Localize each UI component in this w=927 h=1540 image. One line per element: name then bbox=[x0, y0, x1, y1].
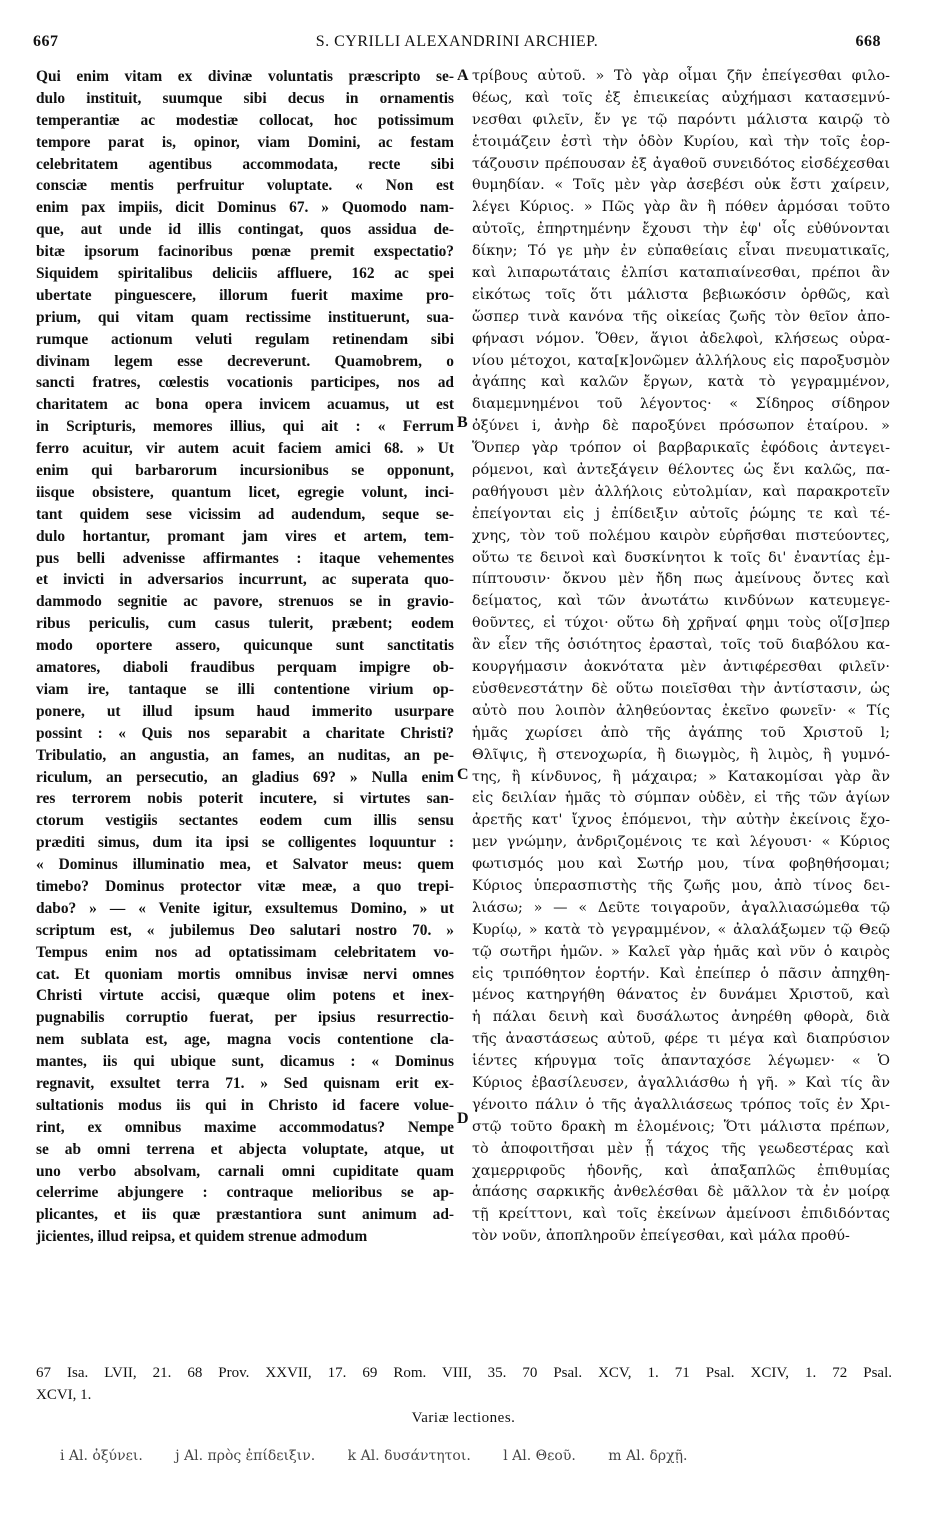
latin-text-line: tant quidem sese vicissim ad audendum, seque se- bbox=[36, 505, 454, 523]
greek-text-line: Ὅνπερ γὰρ τρόπον οἱ βαρβαρικαῖς ἐφόδοις ἀντεγει- bbox=[472, 440, 890, 457]
greek-text-line: λέγει Κύριος. » Πῶς γὰρ ἂν ἢ πόθεν ἁρμόσαι τοῦτο bbox=[472, 199, 890, 216]
greek-text-line: θυμηδίαν. « Τοῖς μὲν γὰρ ἀσεβέσι οὐκ ἔστι χαίρειν, bbox=[472, 177, 890, 194]
greek-text-line: δείματος, καὶ τῶν ἀνωτάτω κινδύνων κατευμεγε- bbox=[472, 593, 890, 610]
latin-text-line: dulo hortantur, promant jam vires et artem, tem- bbox=[36, 527, 454, 545]
latin-text-line: amatores, diaboli fraudibus perquam impigre ob- bbox=[36, 659, 454, 677]
latin-text-line: ferro acuitur, vir autem acuit faciem amici 68. » Ut bbox=[36, 440, 454, 458]
greek-text-line: φωτισμός μου καὶ Σωτήρ μου, τίνα φοβηθήσομαι; bbox=[472, 856, 890, 873]
latin-text-line: enim pax impiis, dicit Dominus 67. » Quomodo nam- bbox=[36, 199, 454, 217]
greek-text-line: ὥσπερ τινὰ κανόνα τῆς οἰκείας ζωῆς τὸν θεῖον ἀπο- bbox=[472, 308, 890, 325]
latin-text-line: scriptum est, « jubilemus Deo salutari nostro 70. » bbox=[36, 921, 454, 939]
variant-reading: m Al. δρχῇ. bbox=[608, 1448, 688, 1464]
latin-text-line: uno verbo absolvam, carnali omni cupiditate quam bbox=[36, 1162, 454, 1180]
greek-text-line: ἁπάσης σαρκικῆς ἀνθελέσθαι δὲ μᾶλλον τὰ ἐν μοίρᾳ bbox=[472, 1184, 890, 1201]
greek-text-line: νίου μέτοχοι, κατα[κ]ονῶμεν ἀλλήλους εἰς παροξυσμὸν bbox=[472, 352, 890, 369]
greek-text-line: κουργήμασιν ἀοκνότατα μὲν ἀντιφέρεσθαι φιλεῖν· bbox=[472, 659, 890, 676]
greek-text-line: ἡ πάλαι δεινὴ καὶ δυσάλωτος ἀνηρέθη φθορὰ, διὰ bbox=[472, 1009, 890, 1026]
greek-text-line: μένος κατηργήθη θάνατος ἐν δυνάμει Χριστοῦ, καὶ bbox=[472, 987, 890, 1004]
greek-text-line: οὕτω τε δεινοὶ καὶ δυσκίνητοι k τοῖς δι' ἐναντίας ἐμ- bbox=[472, 549, 890, 566]
latin-text-line: sultationis modus iis qui in Christo id facere volue- bbox=[36, 1096, 454, 1114]
running-title: S. CYRILLI ALEXANDRINI ARCHIEP. bbox=[315, 33, 599, 50]
greek-text-line: θέως, καὶ τοῖς ἐξ ἐπιεικείας αὐχήμασι κατασεμνύ- bbox=[472, 89, 890, 106]
greek-text-line: Κύριος ἐβασίλευσεν, ἀγαλλιάσθω ἡ γῆ. » Καὶ τίς ἂν bbox=[472, 1074, 890, 1091]
footnote-line: XCVI, 1. bbox=[36, 1387, 92, 1403]
latin-text-line: timebo? Dominus protector vitæ meæ, a quo trepi- bbox=[36, 877, 454, 895]
page-number-left: 667 bbox=[33, 33, 59, 50]
latin-text-line: rumque actionum veluti regulam retinendam sibi bbox=[36, 330, 454, 348]
latin-text-line: possint : « Quis nos separabit a charitate Christi? bbox=[36, 724, 454, 742]
greek-text-line: ρόμενοι, καὶ ἀντεξάγειν θέλοντες ὡς ἔνι καλῶς, πα- bbox=[472, 462, 890, 479]
greek-text-line: αὐτὸ που λοιπὸν ἀληθεύοντας ἐκεῖνο φωνεῖν· « Τίς bbox=[472, 702, 890, 719]
latin-text-line: ctorum vestigiis sectantes eodem cum illis sensu bbox=[36, 812, 454, 830]
footnote-line: 67 Isa. LVII, 21. 68 Prov. XXVII, 17. 69 Rom. VIII, 35. 70 Psal. XCV, 1. 71 Psal. XCIV, 1. 72 Psal. bbox=[36, 1365, 892, 1381]
latin-text-line: modo oportere assero, quicunque sunt sanctitatis bbox=[36, 637, 454, 655]
margin-letter-b: B bbox=[457, 414, 468, 431]
latin-text-line: pus belli advenisse affirmantes : itaque vehementes bbox=[36, 549, 454, 567]
margin-letter-a: A bbox=[457, 67, 469, 84]
latin-text-line: ribus periculis, cum casus tulerit, præbent; eodem bbox=[36, 615, 454, 633]
latin-text-line: enim qui barbarorum incursionibus se opponunt, bbox=[36, 462, 454, 480]
latin-text-line: res terrorem nobis poterit incutere, si virtutes san- bbox=[36, 790, 454, 808]
latin-text-line: ubertate pinguescere, illorum fuerit maxime pro- bbox=[36, 286, 454, 304]
latin-text-line: Tempus enim nos ad optatissimam celebritatem vo- bbox=[36, 943, 454, 961]
latin-text-line: plicantes, et iis quæ præstantiora sunt animum ad- bbox=[36, 1206, 454, 1224]
greek-text-line: λιάσω; » — « Δεῦτε τοιγαροῦν, ἀγαλλιασώμεθα τῷ bbox=[472, 899, 890, 916]
greek-text-line: τάζουσιν πρέπουσαν ἐξ ἀγαθοῦ συνειδότος εἰσδέχεσθαι bbox=[472, 155, 890, 172]
latin-text-line: charitatem ac bona opera invicem acuamus, ut est bbox=[36, 396, 454, 414]
greek-text-line: νεσθαι φιλεῖν, ἔν γε τῷ παρόντι μάλιστα καιρῷ τὸ bbox=[472, 111, 890, 128]
latin-text-line: divinam legem esse decreverunt. Quamobrem, o bbox=[36, 352, 454, 370]
page-number-right: 668 bbox=[855, 33, 881, 50]
scripture-footnotes bbox=[36, 1362, 892, 1406]
latin-text-line: riculum, an persecutio, an gladius 69? » Nulla enim bbox=[36, 768, 454, 786]
greek-text-line: ἂν εἶεν τῆς ὁσιότητος ἐρασταὶ, τοῖς τοῦ διαβόλου κα- bbox=[472, 637, 890, 654]
greek-text-line: ἀγάπης καὶ καλῶν ἔργων, κατὰ τὸ γεγραμμένον, bbox=[472, 374, 890, 391]
greek-text-line: τρίβους αὐτοῦ. » Τὸ γὰρ οἶμαι ζῆν ἐπείγεσθαι φιλο- bbox=[472, 68, 890, 84]
greek-text-line: διαμεμνημένοι τοῦ λέγοντος· « Σίδηρος σίδηρον bbox=[472, 396, 890, 413]
latin-text-line: prium, qui vitam quam rectissime instituerunt, sua- bbox=[36, 308, 454, 326]
greek-text-line: τῇ κρείττονι, καὶ τοῖς ἐκείνων ἀμείνοσι ἐπιδιδόντας bbox=[472, 1206, 890, 1223]
greek-text-line: ἡμᾶς χωρίσει ἀπὸ τῆς ἀγάπης τοῦ Χριστοῦ l; bbox=[472, 724, 890, 741]
latin-text-line: se ab omni terrena et abjecta voluptate, atque, ut bbox=[36, 1140, 454, 1158]
latin-text-line: tempore parat is, opinor, viam Domini, ac festam bbox=[36, 133, 454, 151]
greek-text-line: χνης, τὸν τοῦ πολέμου καιρὸν εὑρῆσθαι πιστεύοντες, bbox=[472, 527, 890, 544]
latin-text-line: sancti fratres, cœlestis vocationis participes, nos ad bbox=[36, 374, 454, 392]
latin-text-line: iisque obsistere, quantum licet, egregie volunt, inci- bbox=[36, 483, 454, 501]
page-header bbox=[33, 33, 881, 59]
greek-text-line: αὐτοῖς, ἐπηρτημένην ἔχουσι τὴν ἐφ' οἷς εὐθύνονται bbox=[472, 221, 890, 238]
greek-text-line: ἱέντες κήρυγμα τοῖς ἁπανταχόσε λέγωμεν· « Ὁ bbox=[472, 1053, 890, 1070]
latin-text-line: cat. Et quoniam mortis omnibus invisæ nervi omnes bbox=[36, 965, 454, 983]
greek-text-line: χαμερριφοῦς ἡδονῆς, καὶ ἁπαξαπλῶς ἐπιθυμίας bbox=[472, 1162, 890, 1179]
latin-text-line: præditi simus, dum ita ipsi se colligentes loquuntur : bbox=[36, 834, 454, 852]
latin-text-line: dammodo segnitie ac pavore, strenuos se in gravio- bbox=[36, 593, 454, 611]
greek-text-line: μεν γνώμην, ἀνδριζομένοις τε καὶ λέγουσι· « Κύριος bbox=[472, 834, 890, 851]
variant-reading: i Al. ὀξύνει. bbox=[60, 1448, 143, 1464]
latin-text-line: pugnabilis corruptio fuerat, per ipsius resurrectio- bbox=[36, 1009, 454, 1027]
greek-text-line: ἑτοιμάζειν ἐστὶ τὴν ὁδὸν Κυρίου, καὶ τὴν τοῖς ἑορ- bbox=[472, 133, 890, 150]
greek-text-line: εἰς δειλίαν ἡμᾶς τὸ σύμπαν οὐδὲν, εἰ τῆς τῶν ἁγίων bbox=[472, 790, 890, 807]
latin-text-line: Qui enim vitam ex divinæ voluntatis præscripto se- bbox=[36, 68, 454, 85]
greek-text-line: τὸν νοῦν, ἀποπληροῦν ἐπείγεσθαι, καὶ μάλα προθύ- bbox=[472, 1228, 850, 1245]
latin-text-line: « Dominus illuminatio mea, et Salvator meus: quem bbox=[36, 856, 454, 874]
variant-reading: j Al. πρὸς ἐπίδειξιν. bbox=[175, 1448, 316, 1464]
latin-text-line: celerrime abjungere : contraque melioribus se ap- bbox=[36, 1184, 454, 1202]
greek-text-line: Κύριος ὑπερασπιστὴς τῆς ζωῆς μου, ἀπὸ τίνος δει- bbox=[472, 877, 890, 894]
latin-text-line: mantes, iis qui ubique sunt, dicamus : « Dominus bbox=[36, 1053, 454, 1071]
greek-text-line: πίπτουσιν· ὄκνου μὲν ἤδη πως ἀμείνους ὄντες καὶ bbox=[472, 571, 890, 588]
greek-text-line: γένοιτο πάλιν ὁ τῆς ἀγαλλιάσεως τρόπος τοῖς ἐν Χρι- bbox=[472, 1096, 890, 1113]
latin-text-line: Siquidem spiritalibus deliciis affluere, 162 ac spei bbox=[36, 265, 454, 283]
latin-text-line: que, aut unde id illis contingat, quos assidua de- bbox=[36, 221, 454, 239]
greek-text-line: Κυρίῳ, » κατὰ τὸ γεγραμμένον, « ἀλαλάξωμεν τῷ Θεῷ bbox=[472, 921, 890, 938]
variae-lectiones-heading: Variæ lectiones. bbox=[411, 1410, 516, 1426]
variant-reading: k Al. δυσάντητοι. bbox=[347, 1448, 471, 1464]
greek-text-line: δίκην; Τό γε μὴν ἐν εὐπαθείαις εἶναι πνευματικαῖς, bbox=[472, 243, 890, 260]
latin-column bbox=[36, 66, 454, 1248]
latin-text-line: dabo? » — « Venite igitur, exsultemus Domino, » ut bbox=[36, 899, 454, 917]
greek-text-line: στῷ τοῦτο δρακὴ m ἑλομένοις; Ὅτι μάλιστα πρέπων, bbox=[472, 1118, 890, 1135]
latin-text-line: regnavit, exsultet terra 71. » Sed quisnam erit ex- bbox=[36, 1074, 454, 1092]
latin-text-line: et invicti in adversarios incurrunt, ac superata quo- bbox=[36, 571, 454, 589]
greek-text-line: θοῦντες, εἰ τύχοι· οὕτω δὴ χρῆναί φημι τοὺς οἵ[σ]περ bbox=[472, 615, 890, 632]
latin-text-line: dulo instituit, suumque sibi decus in ornamentis bbox=[36, 89, 454, 107]
latin-text-line: in Scripturis, memores illius, qui ait : « Ferrum bbox=[36, 418, 454, 436]
greek-text-line: εἰκότως τοῖς ὅτι μάλιστα βεβιωκόσιν ὀρθῶς, καὶ bbox=[472, 286, 890, 303]
margin-letter-d: D bbox=[457, 1110, 469, 1127]
margin-letter-c: C bbox=[457, 766, 469, 783]
latin-text-line: ponere, ut illud ipsum haud immerito usurpare bbox=[36, 702, 454, 720]
greek-text-line: τῷ σωτῆρι ἡμῶν. » Καλεῖ γὰρ ἡμᾶς καὶ νῦν ὁ καιρὸς bbox=[472, 943, 890, 960]
greek-text-line: εἰς τριπόθητον ἑορτήν. Καὶ ἐπείπερ ὁ πᾶσιν ἀπηχθη- bbox=[472, 965, 890, 982]
latin-text-line: nem sublata est, age, magna vocis contentione cla- bbox=[36, 1031, 454, 1049]
greek-text-line: τῆς ἀναστάσεως αὐτοῦ, φέρε τι μέγα καὶ διαπρύσιον bbox=[472, 1031, 890, 1048]
variant-readings bbox=[60, 1448, 860, 1464]
variant-reading: l Al. Θεοῦ. bbox=[503, 1448, 576, 1464]
greek-text-line: φήνασι νόμον. Ὅθεν, ἅγιοι ἀδελφοὶ, κλήσεως οὐρα- bbox=[472, 330, 890, 347]
latin-text-line: Tribulatio, an angustia, an fames, an nuditas, an pe- bbox=[36, 746, 454, 764]
latin-text-line: viam ire, tantaque se illi contentione virium op- bbox=[36, 680, 454, 698]
greek-text-line: εὐσθενεστάτην δὲ οὕτω ποιεῖσθαι τὴν ἀντίστασιν, ὡς bbox=[472, 680, 890, 697]
greek-text-line: ραθήγουσι μὲν ἀλλήλοις εὐτολμίαν, καὶ παρακροτεῖν bbox=[472, 483, 890, 500]
greek-text-line: της, ἢ κίνδυνος, ἢ μάχαιρα; » Κατακομίσαι γὰρ ἂν bbox=[472, 768, 890, 785]
latin-text-line: bitæ ipsorum facinoribus pœnæ premit exspectatio? bbox=[36, 243, 454, 261]
greek-text-line: ἐπείγονται εἰς j ἐπίδειξιν αὐτοῖς ῥώμης τε καὶ τέ- bbox=[472, 505, 890, 522]
greek-column bbox=[472, 66, 890, 1248]
latin-text-line: rint, ex omnibus maxime accommodatus? Nempe bbox=[36, 1118, 454, 1136]
greek-text-line: τὸ ἀποφοιτῆσαι μὲν ᾗ τάχος τῆς γεωδεστέρας καὶ bbox=[472, 1140, 890, 1157]
greek-text-line: Θλῖψις, ἢ στενοχωρία, ἢ διωγμὸς, ἢ λιμὸς, ἢ γυμνό- bbox=[472, 746, 890, 763]
greek-text-line: ἀρετῆς κατ' ἴχνος ἑπόμενοι, τὴν αὐτὴν ἐκείνοις ἔχο- bbox=[472, 812, 890, 829]
latin-text-line: temperantiæ ac modestiæ collocat, hoc potissimum bbox=[36, 111, 454, 129]
greek-text-line: ὀξύνει i, ἀνὴρ δὲ παροξύνει πρόσωπον ἑταίρου. » bbox=[472, 418, 890, 435]
latin-text-line: consciæ mentis perfruitur voluptate. « Non est bbox=[36, 177, 454, 195]
latin-text-line: jicientes, illud reipsa, et quidem strenue admodum bbox=[36, 1228, 368, 1246]
latin-text-line: celebritatem agentibus accommodata, recte sibi bbox=[36, 155, 454, 173]
greek-text-line: καὶ λιπαρωτάταις ἐλπίσι καταπιαίνεσθαι, πρέποι ἂν bbox=[472, 265, 890, 282]
latin-text-line: Christi virtute accisi, quæque olim potens et inex- bbox=[36, 987, 454, 1005]
